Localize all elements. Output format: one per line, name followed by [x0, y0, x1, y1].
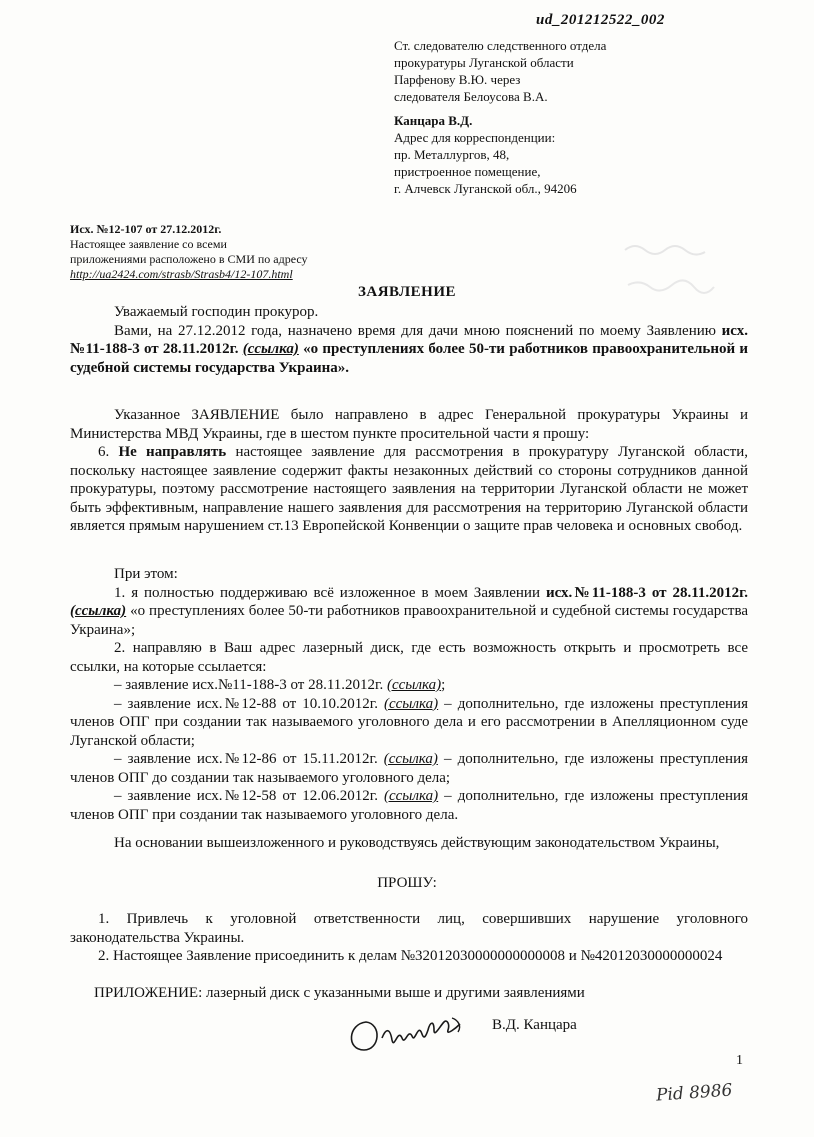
- greeting: Уважаемый господин прокурор.: [114, 304, 319, 320]
- paragraph-text: [70, 322, 748, 378]
- outgoing-reference-block: [70, 222, 370, 282]
- appendix: [94, 984, 748, 1003]
- text-span: ;: [441, 677, 446, 693]
- paragraph-2: [70, 406, 748, 536]
- handwritten-signature: [344, 1008, 494, 1060]
- text-span: – дополнительно, где изложены преступления членов ОПГ при создании так называемого уголовного дела.: [70, 788, 748, 823]
- statement-link[interactable]: (ссылка): [242, 341, 299, 357]
- sender-address-line: пр. Металлургов, 48,: [394, 147, 510, 162]
- list-item: [70, 750, 748, 787]
- text-span: – заявление исх.№12-86 от 15.11.2012г.: [114, 751, 384, 767]
- item-number: 6.: [98, 444, 119, 460]
- sender-address-line: Адрес для корреспонденции:: [394, 130, 556, 145]
- text-span: настоящее заявление для рассмотрения в прокуратуру Луганской области, поскольку настоящее заявление содержит факты незаконных действий со стороны сотрудников данной прокуратуры, поэтому рассмотрение настоящего заявления на территории Луганской области не может быть эффективным, направление нашего заявления для рассмотрения на территорию Луганской области является прямым нарушением ст.13 Европейской Конвенции о защите прав человека и основных свобод.: [70, 444, 749, 534]
- handwritten-stamp: Pid 8986: [655, 1080, 734, 1106]
- text-span: «о преступлениях более 50-ти работников правоохранительной и судебной системы государства Украина»;: [70, 603, 748, 638]
- emphasis-text: Не направлять: [118, 444, 227, 460]
- publication-note: Настоящее заявление со всеми: [70, 237, 227, 251]
- sender-address-line: пристроенное помещение,: [394, 164, 541, 179]
- recipient-line: Парфенову В.Ю. через: [394, 72, 521, 87]
- text-span: 1. я полностью поддерживаю всё изложенное в моем Заявлении: [114, 584, 546, 601]
- list-item: [70, 695, 748, 751]
- statement-link[interactable]: (ссылка): [384, 695, 439, 712]
- paragraph-text: На основании вышеизложенного и руководствуясь действующим законодательством Украины,: [114, 835, 720, 851]
- text-span: Вами, на 27.12.2012 года, назначено время для дачи мною пояснений по моему Заявлению: [114, 322, 722, 339]
- document-id: ud_201212522_002: [536, 12, 665, 28]
- document-title: ЗАЯВЛЕНИЕ: [357, 284, 457, 300]
- statement-title: «о преступлениях более 50-ти работников правоохранительной и судебной системы государства Украина».: [70, 341, 749, 376]
- list-intro: При этом:: [114, 566, 178, 582]
- list-item: [70, 584, 748, 640]
- list-item: [70, 676, 748, 695]
- list-item: 2. направляю в Ваш адрес лазерный диск, где есть возможность открыть и просмотреть все ссылки, на которые ссылается:: [70, 640, 748, 675]
- text-span: – дополнительно, где изложены преступления членов ОПГ до создании так называемого уголовного дела;: [70, 751, 748, 786]
- paragraph-text: [70, 443, 748, 536]
- publication-note: приложениями расположено в СМИ по адресу: [70, 252, 308, 266]
- outgoing-number: Исх. №12-107 от 27.12.2012г.: [70, 222, 222, 236]
- text-span: – дополнительно, где изложены преступления членов ОПГ при создании так называемого уголовного дела и его рассмотрении в Апелляционном суде Луганской области;: [70, 695, 748, 749]
- statement-reference: исх.№11-188-3 от 28.11.2012г.: [545, 584, 748, 601]
- statement-reference: исх.№11-188-3 от 28.11.2012г.: [70, 322, 748, 357]
- sender-block: [394, 112, 694, 197]
- statement-link[interactable]: (ссылка): [70, 603, 127, 619]
- publication-url-link[interactable]: http://ua2424.com/strasb/Strasb4/12-107.html: [70, 267, 293, 281]
- signature-name: В.Д. Канцара: [492, 1017, 577, 1033]
- text-span: – заявление исх.№12-58 от 12.06.2012г.: [114, 788, 384, 804]
- appendix-text: ПРИЛОЖЕНИЕ: лазерный диск с указанными выше и другими заявлениями: [94, 985, 585, 1001]
- request-list: [70, 910, 748, 966]
- sender-name: Канцара В.Д.: [394, 113, 473, 128]
- recipient-block: [394, 37, 694, 105]
- recipient-line: Ст. следователю следственного отдела: [394, 38, 607, 53]
- paragraph-3: [70, 565, 748, 824]
- request-item: 1. Привлечь к уголовной ответственности лиц, совершивших нарушение уголовного законодательства Украины.: [70, 911, 748, 946]
- statement-link[interactable]: (ссылка): [383, 751, 438, 767]
- text-span: – заявление исх.№12-88 от 10.10.2012г.: [114, 695, 384, 712]
- paragraph-text: Указанное ЗАЯВЛЕНИЕ было направлено в адрес Генеральной прокуратуры Украины и Министерства МВД Украины, где в шестом пункте просительной части я прошу:: [70, 407, 748, 442]
- paragraph-1: [70, 303, 748, 377]
- paragraph-4: [70, 834, 748, 853]
- statement-link[interactable]: (ссылка): [386, 677, 442, 693]
- page-number: 1: [736, 1053, 743, 1068]
- list-item: [70, 787, 748, 824]
- recipient-line: следователя Белоусова В.А.: [394, 89, 548, 104]
- statement-link[interactable]: (ссылка): [384, 788, 439, 804]
- sender-address-line: г. Алчевск Луганской обл., 94206: [394, 181, 577, 196]
- recipient-line: прокуратуры Луганской области: [394, 55, 574, 70]
- text-span: – заявление исх.№11-188-3 от 28.11.2012г.: [114, 677, 387, 693]
- request-heading: ПРОШУ:: [377, 875, 437, 891]
- request-item: 2. Настоящее Заявление присоединить к делам №32012030000000000008 и №42012030000000024: [98, 948, 723, 964]
